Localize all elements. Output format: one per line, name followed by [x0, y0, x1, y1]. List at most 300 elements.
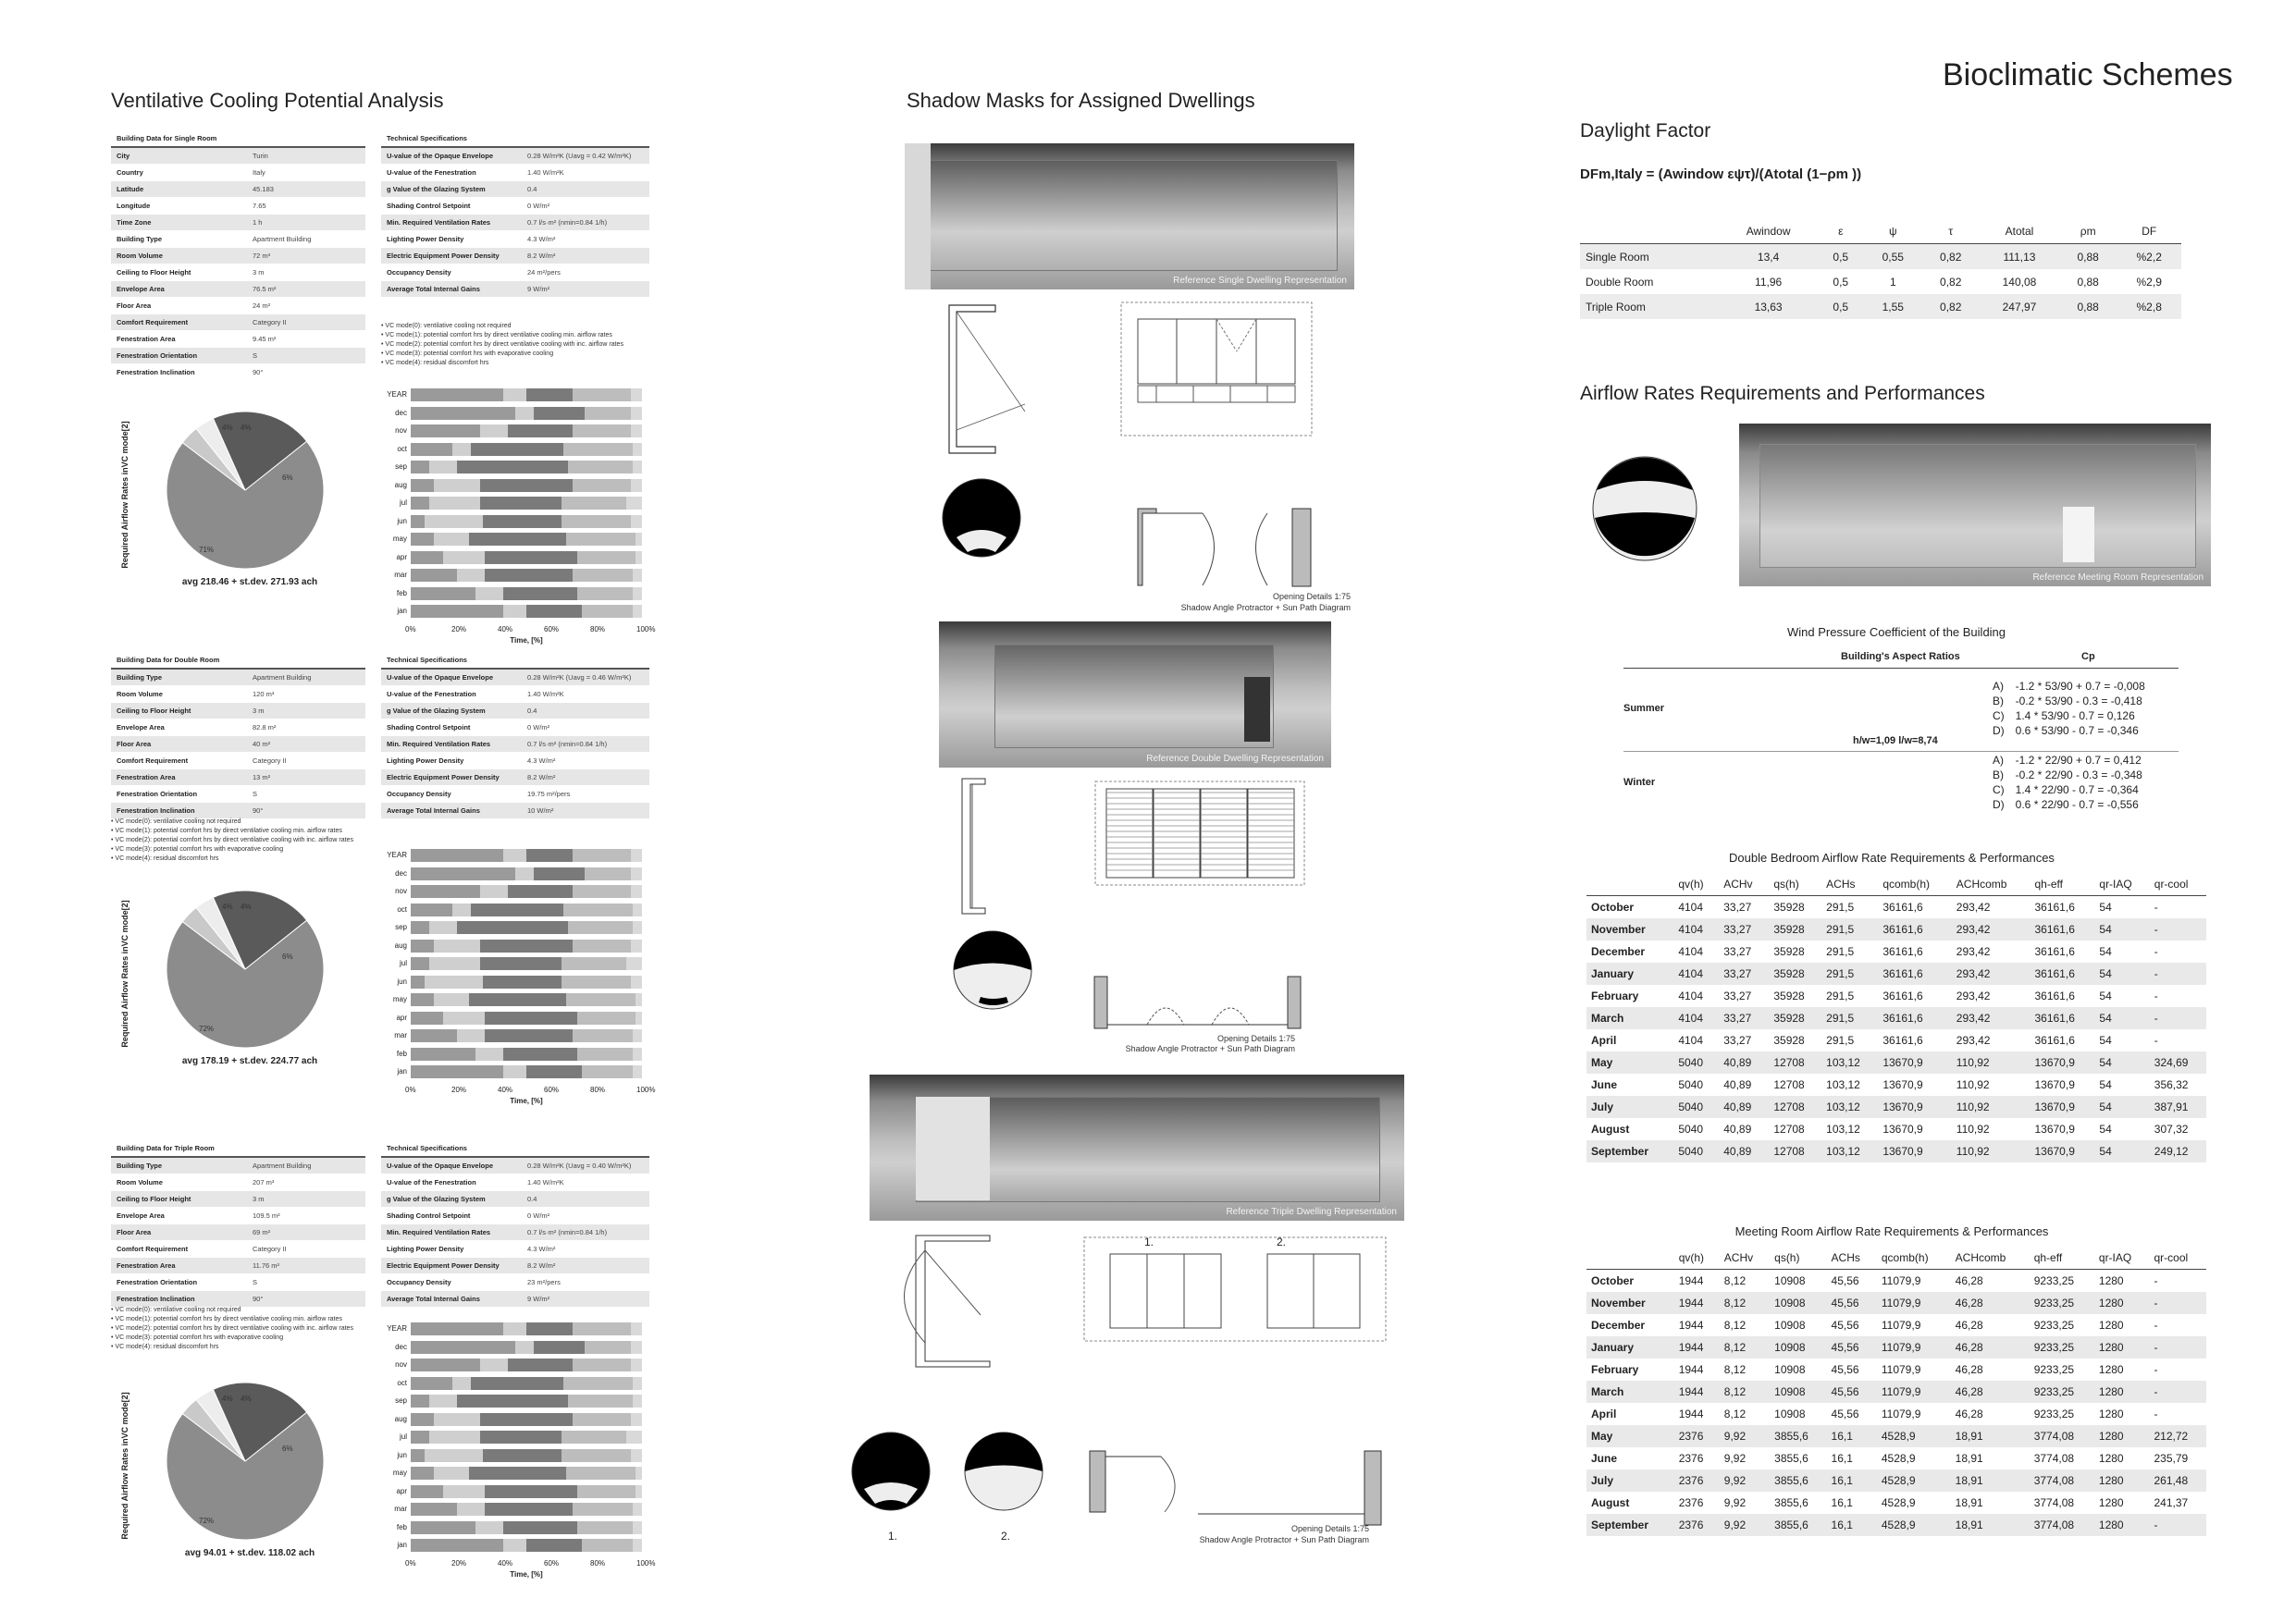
airflow-cell: 1280	[2094, 1336, 2150, 1359]
airflow-cell: February	[1591, 1363, 1639, 1376]
bar-segment	[636, 1485, 643, 1498]
df-header: DF	[2117, 218, 2181, 244]
bar-segment	[457, 1395, 568, 1408]
bar-month-label: may	[392, 1469, 407, 1477]
building-value: 90°	[247, 1291, 365, 1308]
tech-key: Electric Equipment Power Density	[381, 769, 522, 786]
bar-segment	[562, 497, 626, 510]
df-cell: 0,88	[2059, 244, 2117, 270]
airflow-cell: 1280	[2094, 1469, 2150, 1492]
building-value: Apartment Building	[247, 1157, 365, 1174]
bar-segment	[429, 497, 480, 510]
airflow-cell: 54	[2099, 990, 2112, 1002]
building-row	[111, 1208, 365, 1224]
airflow-cell: 1944	[1678, 1408, 1704, 1420]
tech-value: 0.7 l/s·m² (nmin=0.84 1/h)	[522, 736, 649, 753]
airflow-cell: 36161,6	[2030, 918, 2094, 941]
bar-tick: 0%	[405, 1085, 416, 1094]
bar-segment	[633, 1503, 642, 1516]
airflow-header: qh-eff	[2030, 1247, 2094, 1270]
airflow-cell: -	[2154, 1319, 2158, 1332]
bar-segment	[503, 587, 577, 600]
tech-key: U-value of the Opaque Envelope	[381, 669, 522, 686]
bar-month-label: dec	[395, 408, 407, 417]
bar-segment	[631, 388, 643, 401]
triple-opening-detail	[1087, 1447, 1388, 1531]
bar-segment	[480, 1413, 573, 1426]
cp-value: 1.4 * 22/90 - 0.7 = -0,364	[2015, 783, 2139, 796]
airflow-cell: 45,56	[1831, 1408, 1859, 1420]
airflow-cell: 40,89	[1723, 1123, 1752, 1136]
vc-note: • VC mode(3): potential comfort hrs with evaporative cooling	[111, 1334, 284, 1341]
tech-key: U-value of the Opaque Envelope	[381, 1157, 522, 1174]
bar-segment	[636, 533, 643, 546]
airflow-cell: 291,5	[1826, 945, 1855, 958]
triple-pie-chart	[111, 1378, 333, 1563]
bar-row	[411, 443, 642, 456]
bar-segment	[585, 407, 631, 420]
bar-segment	[411, 1449, 425, 1462]
bar-segment	[434, 993, 469, 1006]
bar-segment	[443, 1485, 485, 1498]
airflow-cell: May	[1586, 1051, 1673, 1074]
bar-segment	[452, 443, 471, 456]
triple-protractor-caption: Shadow Angle Protractor + Sun Path Diagram	[1199, 1535, 1369, 1544]
airflow-row	[1586, 1292, 2206, 1314]
airflow-cell: 2376	[1674, 1425, 1720, 1447]
airflow-cell: 10908	[1774, 1319, 1806, 1332]
bar-segment	[573, 849, 631, 862]
wind-summer-table	[1987, 679, 2151, 738]
bar-tick: 100%	[636, 1085, 656, 1094]
airflow-cell: 5040	[1673, 1096, 1719, 1118]
meeting-room-table	[1586, 1247, 2206, 1536]
airflow-row	[1586, 1096, 2206, 1118]
airflow-cell: 33,27	[1723, 901, 1752, 914]
airflow-cell: 11079,9	[1877, 1336, 1951, 1359]
bar-tick: 80%	[590, 1085, 606, 1094]
bar-segment	[568, 461, 633, 473]
bar-tick: 20%	[451, 1558, 467, 1568]
bar-segment	[475, 1048, 503, 1061]
airflow-cell: 8,12	[1723, 1274, 1747, 1287]
tech-key: U-value of the Fenestration	[381, 686, 522, 703]
pie-axis-label: Required Airflow Rates inVC mode[2]	[120, 900, 130, 1048]
bar-segment	[633, 1377, 642, 1390]
airflow-cell: 35928	[1773, 990, 1805, 1002]
airflow-cell: January	[1586, 1336, 1674, 1359]
bar-segment	[411, 587, 475, 600]
vc-note: • VC mode(1): potential comfort hrs by direct ventilative cooling min. airflow rates	[381, 332, 612, 338]
building-value: 109.5 m²	[247, 1208, 365, 1224]
airflow-cell: 10908	[1770, 1292, 1826, 1314]
bar-segment	[573, 1029, 633, 1042]
airflow-cell: 9233,25	[2033, 1408, 2075, 1420]
airflow-cell: 10908	[1770, 1381, 1826, 1403]
airflow-cell: 9233,25	[2030, 1336, 2094, 1359]
vc-note: • VC mode(1): potential comfort hrs by direct ventilative cooling min. airflow rates	[111, 828, 342, 834]
bar-row	[411, 849, 642, 862]
airflow-cell: 1280	[2098, 1274, 2124, 1287]
airflow-cell: 10908	[1774, 1408, 1806, 1420]
airflow-cell: 12708	[1773, 1123, 1805, 1136]
airflow-cell: 9233,25	[2033, 1319, 2075, 1332]
airflow-cell: 13670,9	[1882, 1078, 1923, 1091]
bar-segment	[631, 424, 643, 437]
building-header: Building Data for Single Room	[111, 129, 365, 147]
airflow-cell: 16,1	[1827, 1425, 1877, 1447]
bar-segment	[411, 1485, 443, 1498]
bar-segment	[480, 885, 508, 898]
airflow-cell: 110,92	[1956, 1078, 1990, 1091]
tech-value: 0.4	[522, 1191, 649, 1208]
bar-segment	[503, 1065, 526, 1078]
bar-segment	[633, 443, 642, 456]
bar-month-label: aug	[394, 480, 407, 489]
airflow-cell: 11079,9	[1877, 1292, 1951, 1314]
airflow-cell: March	[1586, 1381, 1674, 1403]
tech-row	[381, 181, 649, 198]
bar-segment	[425, 1449, 483, 1462]
airflow-cell: 46,28	[1951, 1381, 2030, 1403]
airflow-cell: 35928	[1773, 901, 1805, 914]
airflow-cell: 261,48	[2150, 1469, 2207, 1492]
tech-key: Min. Required Ventilation Rates	[381, 1224, 522, 1241]
bar-segment	[480, 479, 573, 492]
airflow-cell: 110,92	[1952, 1140, 2031, 1162]
airflow-cell: 46,28	[1951, 1292, 2030, 1314]
bar-segment	[480, 1431, 562, 1444]
bar-row	[411, 497, 642, 510]
building-key: Floor Area	[111, 298, 247, 314]
airflow-cell: 45,56	[1831, 1319, 1859, 1332]
airflow-cell: 16,1	[1827, 1469, 1877, 1492]
wind-winter-label: Winter	[1623, 777, 1656, 788]
bar-segment	[411, 1012, 443, 1025]
airflow-cell: June	[1591, 1452, 1618, 1465]
bar-segment	[582, 1065, 633, 1078]
bar-segment	[526, 1322, 573, 1335]
df-cell: 0,82	[1922, 294, 1980, 319]
airflow-cell: 4104	[1678, 901, 1704, 914]
airflow-cell: -	[2154, 1034, 2158, 1047]
tech-value: 0.7 l/s·m² (nmin=0.84 1/h)	[522, 215, 649, 231]
bar-segment	[480, 497, 562, 510]
bar-segment	[429, 1431, 480, 1444]
building-key: Floor Area	[111, 736, 247, 753]
bar-row	[411, 587, 642, 600]
bar-month-label: apr	[396, 552, 407, 561]
tech-row	[381, 1157, 649, 1174]
wind-header	[1623, 647, 2179, 669]
bar-segment	[526, 1065, 582, 1078]
airflow-cell: 16,1	[1827, 1514, 1877, 1536]
airflow-cell: 1280	[2098, 1363, 2124, 1376]
bar-row	[411, 1359, 642, 1371]
bar-segment	[577, 1048, 633, 1061]
pie-axis-label: Required Airflow Rates inVC mode[2]	[120, 1392, 130, 1540]
building-row	[111, 786, 365, 803]
building-value: S	[247, 786, 365, 803]
airflow-cell: 1944	[1678, 1319, 1704, 1332]
airflow-header	[1586, 1247, 1674, 1270]
bar-segment	[577, 587, 633, 600]
airflow-cell: 33,27	[1719, 1007, 1769, 1029]
airflow-cell: 54	[2094, 1096, 2149, 1118]
airflow-cell: 9,92	[1723, 1452, 1747, 1465]
bar-segment	[526, 1539, 582, 1552]
pie-label: 4%	[222, 1395, 233, 1403]
bar-row	[411, 388, 642, 401]
bar-segment	[626, 1431, 643, 1444]
tech-value: 1.40 W/m²K	[522, 1174, 649, 1191]
airflow-cell: -	[2154, 901, 2158, 914]
airflow-row	[1586, 1029, 2206, 1051]
bar-row	[411, 1048, 642, 1061]
meeting-sun-path-diagram	[1589, 453, 1700, 564]
airflow-cell: June	[1591, 1078, 1618, 1091]
bar-segment	[411, 1521, 475, 1534]
building-row	[111, 736, 365, 753]
bar-row	[411, 1322, 642, 1335]
airflow-cell: 54	[2099, 1078, 2112, 1091]
bar-month-label: YEAR	[387, 851, 407, 859]
tech-key: Lighting Power Density	[381, 231, 522, 248]
tech-row	[381, 198, 649, 215]
bar-segment	[631, 1322, 643, 1335]
tech-value: 0.7 l/s·m² (nmin=0.84 1/h)	[522, 1224, 649, 1241]
building-row	[111, 1274, 365, 1291]
bar-row	[411, 479, 642, 492]
building-row	[111, 298, 365, 314]
df-header: ψ	[1864, 218, 1921, 244]
airflow-cell: -	[2154, 1363, 2158, 1376]
bar-segment	[475, 587, 503, 600]
bar-month-label: aug	[394, 1414, 407, 1423]
df-cell: 1	[1889, 275, 1896, 289]
bar-month-label: apr	[396, 1486, 407, 1495]
bar-month-label: mar	[394, 1031, 407, 1039]
building-value: 90°	[247, 364, 365, 381]
bar-segment	[631, 885, 643, 898]
airflow-cell: 307,32	[2154, 1123, 2189, 1136]
airflow-header: qr-cool	[2150, 1247, 2207, 1270]
double-vc-notes	[111, 818, 389, 864]
airflow-cell: 46,28	[1955, 1408, 1983, 1420]
airflow-cell: 1944	[1674, 1381, 1720, 1403]
airflow-cell: 9233,25	[2030, 1292, 2094, 1314]
bar-segment	[577, 1485, 636, 1498]
airflow-cell: 103,12	[1826, 1078, 1860, 1091]
bar-segment	[483, 515, 562, 528]
bar-segment	[573, 940, 631, 953]
airflow-row	[1586, 1140, 2206, 1162]
bar-segment	[562, 1431, 626, 1444]
airflow-cell: 33,27	[1719, 918, 1769, 941]
building-row	[111, 686, 365, 703]
building-key: Envelope Area	[111, 1208, 247, 1224]
vc-note: • VC mode(2): potential comfort hrs by direct ventilative cooling with inc. airflow rates	[381, 341, 623, 348]
bar-month-label: dec	[395, 868, 407, 878]
airflow-cell: 18,91	[1951, 1425, 2030, 1447]
single-dwelling-render	[905, 143, 1354, 289]
building-key: Room Volume	[111, 1174, 247, 1191]
bar-row	[411, 1503, 642, 1516]
double-opening-detail	[1092, 973, 1304, 1032]
tech-value: 0 W/m²	[522, 719, 649, 736]
tech-row	[381, 803, 649, 819]
bar-month-label: feb	[396, 588, 407, 597]
airflow-cell: 36161,6	[1882, 945, 1923, 958]
airflow-cell: 5040	[1678, 1123, 1704, 1136]
building-row	[111, 215, 365, 231]
bar-tick: 100%	[636, 624, 656, 633]
tech-row	[381, 753, 649, 769]
bar-segment	[534, 1341, 585, 1354]
bar-segment	[411, 1065, 503, 1078]
airflow-cell: -	[2154, 1408, 2158, 1420]
triple-sun-path-diagram-2	[962, 1430, 1045, 1513]
bar-segment	[633, 1048, 642, 1061]
airflow-cell: 3774,08	[2033, 1452, 2075, 1465]
tech-row	[381, 264, 649, 281]
bar-row	[411, 1449, 642, 1462]
airflow-cell: 10908	[1774, 1363, 1806, 1376]
bar-segment	[636, 551, 643, 564]
airflow-cell: 12708	[1773, 1078, 1805, 1091]
daylight-title: Daylight Factor	[1580, 120, 1711, 141]
bar-row	[411, 1029, 642, 1042]
bar-segment	[631, 849, 643, 862]
airflow-cell: 36161,6	[1882, 990, 1923, 1002]
bar-segment	[636, 993, 643, 1006]
bar-segment	[631, 940, 643, 953]
bar-month-label: jul	[399, 498, 407, 507]
bar-segment	[631, 976, 643, 989]
tech-key: Lighting Power Density	[381, 1241, 522, 1258]
bar-month-label: oct	[397, 904, 407, 914]
building-row	[111, 331, 365, 348]
tech-key: U-value of the Fenestration	[381, 165, 522, 181]
airflow-cell: 11079,9	[1881, 1363, 1921, 1376]
building-value: 90°	[247, 803, 365, 819]
bar-row	[411, 993, 642, 1006]
bar-segment	[457, 1503, 485, 1516]
bar-segment	[636, 1467, 643, 1480]
airflow-cell: 293,42	[1952, 963, 2031, 985]
airflow-cell: 293,42	[1952, 1007, 2031, 1029]
bar-month-label: mar	[394, 571, 407, 579]
building-key: Room Volume	[111, 248, 247, 264]
bar-segment	[411, 1413, 434, 1426]
bar-row	[411, 957, 642, 970]
tech-value: 24 m²/pers	[522, 264, 649, 281]
bar-segment	[585, 867, 631, 880]
airflow-cell: 54	[2099, 1034, 2112, 1047]
airflow-cell: 9,92	[1720, 1469, 1770, 1492]
bar-segment	[485, 1485, 577, 1498]
cp-value: 1.4 * 53/90 - 0.7 = 0,126	[2015, 709, 2135, 722]
airflow-cell: 291,5	[1821, 963, 1878, 985]
df-cell: 111,13	[1980, 244, 2059, 270]
tech-key: g Value of the Glazing System	[381, 181, 522, 198]
bar-segment	[411, 443, 452, 456]
airflow-cell: 46,28	[1955, 1274, 1983, 1287]
bar-segment	[633, 587, 642, 600]
building-key: Envelope Area	[111, 281, 247, 298]
bar-segment	[452, 1377, 471, 1390]
bar-month-label: jan	[397, 1067, 407, 1076]
vc-note: • VC mode(2): potential comfort hrs by direct ventilative cooling with inc. airflow rates	[111, 1325, 353, 1332]
tech-key: Average Total Internal Gains	[381, 803, 522, 819]
bar-segment	[573, 424, 631, 437]
bar-segment	[582, 605, 633, 618]
airflow-cell: 54	[2094, 963, 2149, 985]
building-value: 24 m²	[247, 298, 365, 314]
bar-segment	[577, 1521, 633, 1534]
bar-segment	[563, 904, 633, 916]
pie-label: 4%	[241, 1395, 252, 1403]
airflow-header: ACHs	[1827, 1247, 1877, 1270]
tech-row	[381, 719, 649, 736]
airflow-cell: 54	[2094, 918, 2149, 941]
bar-axis-label: Time, [%]	[510, 1569, 543, 1579]
airflow-cell: 10908	[1774, 1274, 1806, 1287]
airflow-row	[1586, 1314, 2206, 1336]
daylight-factor-table	[1580, 218, 2181, 319]
airflow-cell: 1280	[2094, 1381, 2150, 1403]
double-building-table	[111, 651, 365, 819]
airflow-cell: 110,92	[1952, 1096, 2031, 1118]
building-key: Fenestration Area	[111, 769, 247, 786]
df-cell: 11,96	[1755, 275, 1783, 289]
building-value: S	[247, 1274, 365, 1291]
bar-axis-label: Time, [%]	[510, 635, 543, 645]
tech-key: Shading Control Setpoint	[381, 719, 522, 736]
bar-segment	[411, 1029, 457, 1042]
bar-segment	[508, 885, 573, 898]
bar-row	[411, 1521, 642, 1534]
bar-month-label: oct	[397, 444, 407, 453]
double-render-label: Reference Double Dwelling Representation	[1146, 754, 1324, 764]
bar-tick: 80%	[590, 1558, 606, 1568]
airflow-cell: 54	[2099, 901, 2112, 914]
bar-tick: 20%	[451, 1085, 467, 1094]
cp-key: C)	[1993, 783, 2005, 796]
vc-note: • VC mode(1): potential comfort hrs by direct ventilative cooling min. airflow rates	[111, 1316, 342, 1322]
bar-row	[411, 1377, 642, 1390]
pie-label: 71%	[199, 546, 215, 554]
building-value: Category II	[247, 1241, 365, 1258]
bar-segment	[508, 1359, 573, 1371]
airflow-cell: 36161,6	[2034, 990, 2075, 1002]
bar-segment	[633, 461, 642, 473]
airflow-cell: 45,56	[1827, 1381, 1877, 1403]
tech-key: Shading Control Setpoint	[381, 198, 522, 215]
df-cell: 0,5	[1817, 244, 1864, 270]
bar-segment	[429, 461, 457, 473]
tech-row	[381, 1224, 649, 1241]
building-key: Ceiling to Floor Height	[111, 1191, 247, 1208]
airflow-cell: 5040	[1678, 1078, 1704, 1091]
airflow-cell: 40,89	[1723, 1078, 1752, 1091]
bar-segment	[631, 1359, 643, 1371]
building-value: Category II	[247, 314, 365, 331]
bar-segment	[411, 1467, 434, 1480]
airflow-cell: August	[1591, 1123, 1630, 1136]
bar-month-label: jun	[397, 516, 407, 525]
airflow-cell: 45,56	[1827, 1292, 1877, 1314]
